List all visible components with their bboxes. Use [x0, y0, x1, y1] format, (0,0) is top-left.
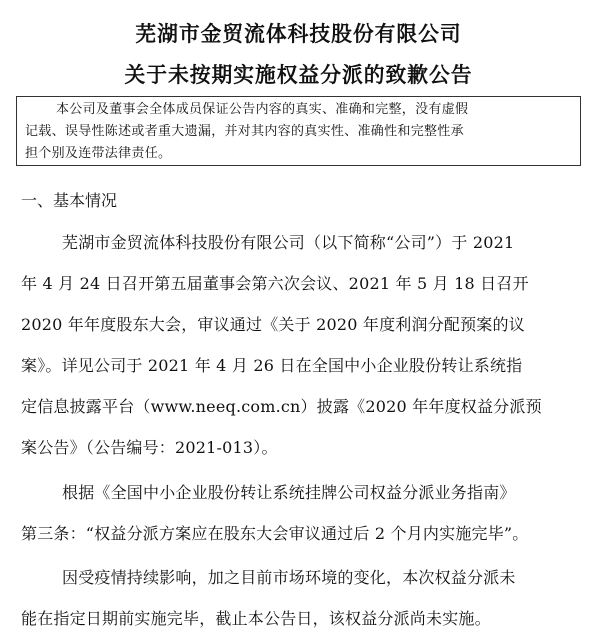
paragraph-line: 因受疫情持续影响，加之目前市场环境的变化，本次权益分派未 [62, 568, 516, 587]
paragraph-line: 2020 年年度股东大会，审议通过《关于 2020 年度利润分配预案的议 [21, 315, 525, 334]
paragraph-line: 第三条：“权益分派方案应在股东大会审议通过后 2 个月内实施完毕”。 [21, 524, 529, 543]
paragraph-line: 芜湖市金贸流体科技股份有限公司（以下简称“公司”）于 2021 [62, 233, 515, 252]
section-heading: 一、基本情况 [21, 191, 118, 210]
paragraph-line: 案公告》（公告编号：2021-013）。 [21, 438, 278, 457]
disclaimer-box [16, 96, 581, 166]
disclaimer-line: 记载、误导性陈述或者重大遗漏，并对其内容的真实性、准确性和完整性承 [25, 124, 464, 139]
paragraph-line: 案》。详见公司于 2021 年 4 月 26 日在全国中小企业股份转让系统指 [21, 356, 523, 375]
announcement-title: 关于未按期实施权益分派的致歉公告 [124, 63, 473, 87]
disclaimer-line: 担个别及连带法律责任。 [25, 146, 172, 161]
disclaimer-line: 本公司及董事会全体成员保证公告内容的真实、准确和完整，没有虚假 [56, 102, 469, 117]
paragraph-line: 根据《全国中小企业股份转让系统挂牌公司权益分派业务指南》 [62, 483, 516, 502]
paragraph-line: 能在指定日期前实施完毕，截止本公告日，该权益分派尚未实施。 [21, 609, 491, 628]
paragraph-line: 定信息披露平台（www.neeq.com.cn）披露《2020 年年度权益分派预 [21, 397, 542, 416]
company-name-title: 芜湖市金贸流体科技股份有限公司 [135, 22, 462, 46]
paragraph-line: 年 4 月 24 日召开第五届董事会第六次会议、2021 年 5 月 18 日召开 [21, 274, 529, 293]
